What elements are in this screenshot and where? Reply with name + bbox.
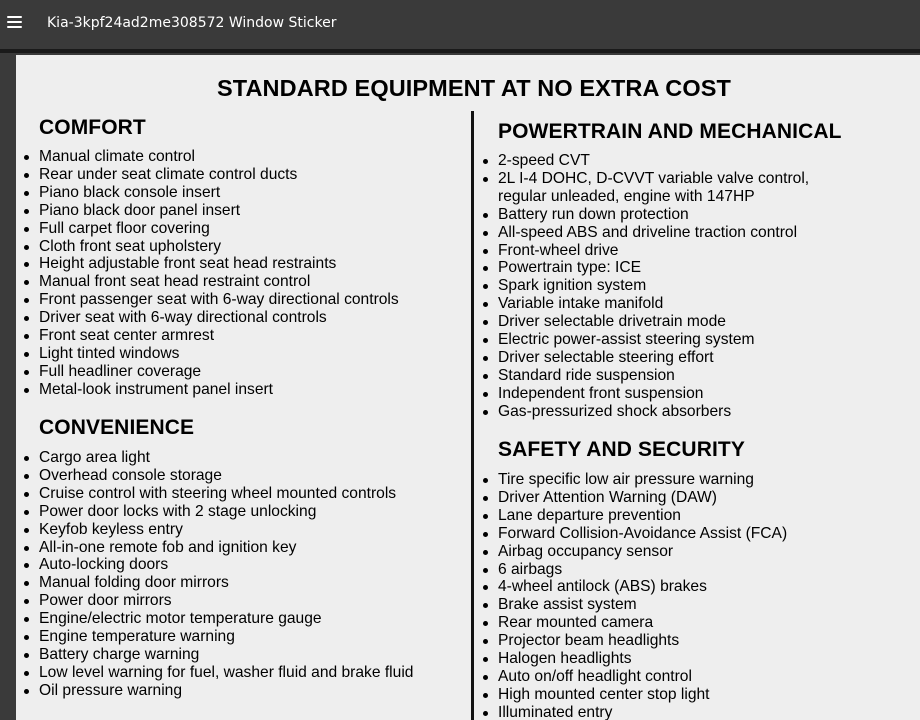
- list-item: Manual folding door mirrors: [16, 574, 413, 592]
- list-item: 2-speed CVT: [475, 152, 858, 170]
- list-item: Front-wheel drive: [475, 242, 858, 260]
- list-item: Auto on/off headlight control: [475, 668, 787, 686]
- list-item: Brake assist system: [475, 596, 787, 614]
- convenience-list: [16, 449, 413, 700]
- list-item: Spark ignition system: [475, 277, 858, 295]
- list-item: Piano black door panel insert: [16, 202, 399, 220]
- list-item: Power door mirrors: [16, 592, 413, 610]
- list-item: Standard ride suspension: [475, 367, 858, 385]
- list-item: Piano black console insert: [16, 184, 399, 202]
- list-item: Powertrain type: ICE: [475, 259, 858, 277]
- list-item: Driver selectable steering effort: [475, 349, 858, 367]
- list-item: Tire specific low air pressure warning: [475, 471, 787, 489]
- list-item: Overhead console storage: [16, 467, 413, 485]
- safety-list: [475, 471, 787, 720]
- list-item: Gas-pressurized shock absorbers: [475, 403, 858, 421]
- section-heading-comfort: COMFORT: [39, 116, 146, 139]
- list-item: Projector beam headlights: [475, 632, 787, 650]
- list-item: Manual front seat head restraint control: [16, 273, 399, 291]
- list-item: Airbag occupancy sensor: [475, 543, 787, 561]
- list-item: Forward Collision-Avoidance Assist (FCA): [475, 525, 787, 543]
- list-item: Rear mounted camera: [475, 614, 787, 632]
- list-item: Manual climate control: [16, 148, 399, 166]
- list-item: Battery charge warning: [16, 646, 413, 664]
- sticker-title: STANDARD EQUIPMENT AT NO EXTRA COST: [217, 75, 731, 101]
- powertrain-list: [475, 152, 858, 421]
- list-item: Low level warning for fuel, washer fluid and brake fluid: [16, 664, 413, 682]
- hamburger-menu-icon[interactable]: [7, 16, 22, 28]
- list-item: Variable intake manifold: [475, 295, 858, 313]
- list-item: Illuminated entry: [475, 704, 787, 720]
- list-item: Rear under seat climate control ducts: [16, 166, 399, 184]
- list-item: Oil pressure warning: [16, 682, 413, 700]
- list-item: Power door locks with 2 stage unlocking: [16, 503, 413, 521]
- list-item: Cruise control with steering wheel mounted controls: [16, 485, 413, 503]
- list-item: Front passenger seat with 6-way directional controls: [16, 291, 399, 309]
- window-sticker: [16, 55, 920, 720]
- list-item: Halogen headlights: [475, 650, 787, 668]
- list-item: Engine/electric motor temperature gauge: [16, 610, 413, 628]
- list-item: Light tinted windows: [16, 345, 399, 363]
- list-item: Full carpet floor covering: [16, 220, 399, 238]
- list-item: Cloth front seat upholstery: [16, 238, 399, 256]
- list-item: All-in-one remote fob and ignition key: [16, 539, 413, 557]
- comfort-list: [16, 148, 399, 399]
- section-heading-powertrain: POWERTRAIN AND MECHANICAL: [498, 120, 842, 143]
- list-item: Independent front suspension: [475, 385, 858, 403]
- list-item: Battery run down protection: [475, 206, 858, 224]
- list-item: Lane departure prevention: [475, 507, 787, 525]
- list-item: Cargo area light: [16, 449, 413, 467]
- list-item: Electric power-assist steering system: [475, 331, 858, 349]
- list-item: 6 airbags: [475, 561, 787, 579]
- list-item: 2L I-4 DOHC, D-CVVT variable valve control, regular unleaded, engine with 147HP: [475, 170, 858, 206]
- list-item: Keyfob keyless entry: [16, 521, 413, 539]
- list-item: Height adjustable front seat head restraints: [16, 255, 399, 273]
- list-item: 4-wheel antilock (ABS) brakes: [475, 578, 787, 596]
- column-divider: [471, 111, 474, 720]
- list-item: Front seat center armrest: [16, 327, 399, 345]
- app-header: [0, 0, 920, 49]
- list-item: Driver selectable drivetrain mode: [475, 313, 858, 331]
- list-item: Driver Attention Warning (DAW): [475, 489, 787, 507]
- list-item: Metal-look instrument panel insert: [16, 381, 399, 399]
- section-heading-safety: SAFETY AND SECURITY: [498, 438, 745, 461]
- header-divider: [0, 49, 920, 53]
- list-item: Driver seat with 6-way directional controls: [16, 309, 399, 327]
- list-item: Engine temperature warning: [16, 628, 413, 646]
- list-item: Full headliner coverage: [16, 363, 399, 381]
- window-title: Kia-3kpf24ad2me308572 Window Sticker: [47, 15, 337, 31]
- list-item: All-speed ABS and driveline traction control: [475, 224, 858, 242]
- list-item: Auto-locking doors: [16, 556, 413, 574]
- section-heading-convenience: CONVENIENCE: [39, 416, 195, 439]
- list-item: High mounted center stop light: [475, 686, 787, 704]
